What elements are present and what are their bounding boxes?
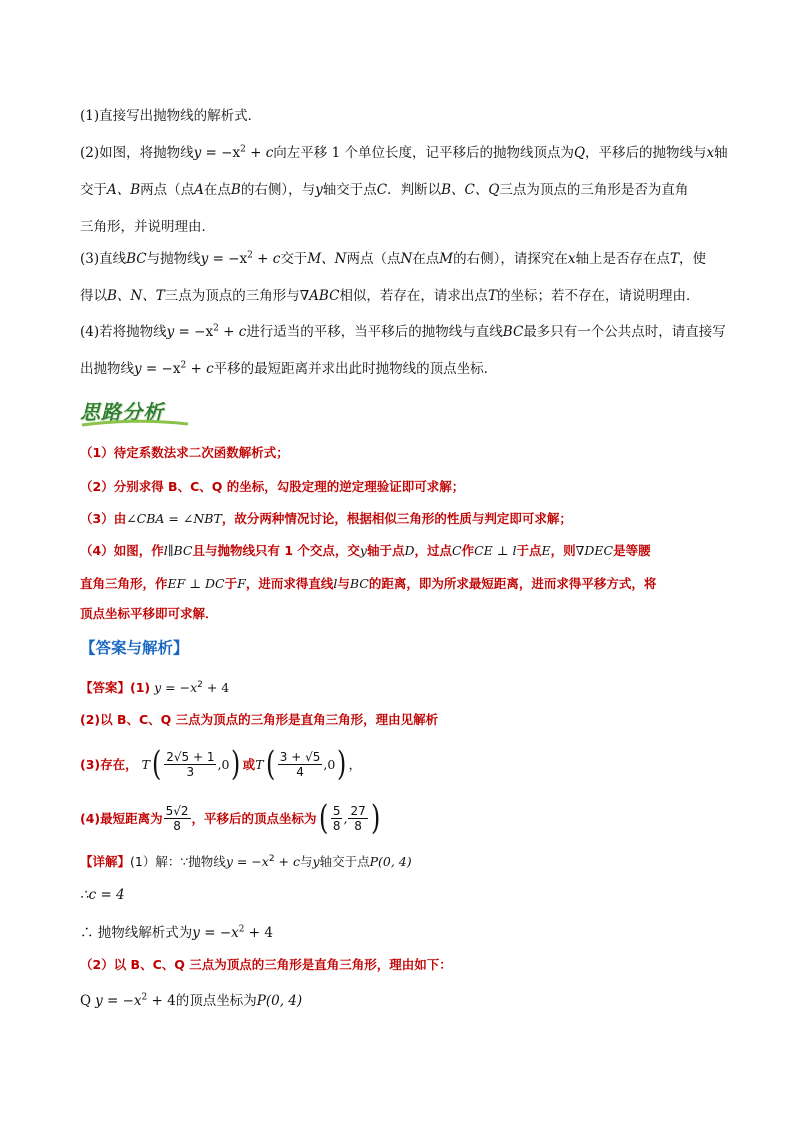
text: 出抛物线 [80,361,134,377]
analysis-line-3 [80,509,572,527]
math: F [237,576,246,591]
math: + c [218,324,247,340]
fraction [278,751,323,778]
math: B、C、Q [441,182,500,198]
text: （4）如图，作 [80,543,164,558]
text: 两点（点 [140,182,195,198]
denominator: 8 [332,818,341,833]
math: y [315,182,323,198]
numerator: 5 [332,803,341,818]
math: ∇DEC [575,543,614,558]
text: 两点（点 [346,251,401,267]
text: 的右侧），与 [240,182,316,198]
math: P(0, 4) [256,993,303,1009]
question-3-line-2 [80,284,699,304]
text: 顶点坐标平移即可求解． [80,606,218,621]
math: B、C、Q [163,479,227,494]
fraction [348,805,367,832]
math: y = −x [95,993,142,1009]
math: BC [349,576,369,591]
detail-label: 【详解】 [80,854,131,869]
math: A、B [107,182,141,198]
analysis-line-4c [80,604,218,622]
math: y [200,251,209,267]
text: ，进而求得直线 [245,576,334,591]
text: (3)存在， [80,757,138,772]
math: T [141,756,150,772]
exponent: 2 [141,992,148,1003]
denominator: 4 [296,764,304,779]
math: y [134,361,142,377]
text: （2）分别求得 [80,479,164,494]
text: 交于 [280,251,308,267]
analysis-line-2 [80,477,464,495]
denominator: 3 [186,764,195,779]
math: B [230,182,241,198]
math: ∠CBA = ∠NBT [126,511,222,526]
math: N [400,251,413,267]
math: C [452,543,462,558]
math: CE ⊥ l [474,543,517,558]
text: 轴上是否存在点 [575,251,670,267]
text: ．判断以 [387,182,442,198]
math: ∴c = 4 [80,887,125,903]
math: BC [502,324,524,340]
text: 直角三角形，作 [80,576,168,591]
right-paren: ) [370,798,381,838]
text: 的距离，即为所求最短距离，进而求得平移方式，将 [368,576,657,591]
math: D [404,543,415,558]
math: = −x [201,145,241,161]
math: EF ⊥ DC [167,576,225,591]
math: = −x [174,324,214,340]
text: （1）待定系数法求二次函数解析式； [80,445,289,460]
text: (4)最短距离为 [80,811,163,826]
text: ，故分两种情况讨论，根据相似三角形的性质与判定即可求解； [221,511,572,526]
text: （3）由 [80,511,127,526]
question-1 [80,104,261,124]
left-paren: ( [151,744,162,784]
text: 轴交于点 [319,854,370,869]
text: (1) [130,680,151,695]
left-paren: ( [265,744,275,784]
math: + c [245,145,274,161]
math: + 4 [147,993,176,1009]
text: 作 [461,543,475,558]
text: 相似，若存在，请求出点 [339,288,488,304]
exponent: 2 [213,323,219,334]
text: Q [80,993,92,1009]
math: ,0 [217,756,230,772]
math: x [706,145,715,161]
swoosh-decoration [80,418,190,428]
math: M [439,251,454,267]
text: 于点 [516,543,542,558]
text: 且与抛物线只有 1 个交点，交 [192,543,360,558]
text: 交于 [80,182,107,198]
math: y [359,543,367,558]
detail-line-1 [80,852,412,870]
math: Q [573,145,586,161]
math: y = −x [154,680,198,695]
text: (3)直线 [80,251,127,267]
answer-3 [80,742,361,786]
fraction [164,805,191,832]
text: 的右侧），请探究在 [453,251,568,267]
text: 是等腰 [613,543,651,558]
math: y = −x [192,925,239,941]
detail-line-4 [80,955,452,973]
question-2-line-1 [80,141,728,161]
text: ，平移后的顶点坐标为 [191,811,317,826]
text: 于 [224,576,238,591]
math: = −x [141,361,181,377]
math: T [255,756,264,772]
math: y [166,324,175,340]
right-paren: ) [337,744,347,784]
math: l∥BC [163,543,193,558]
exponent: 2 [240,144,246,155]
math: = −x [208,251,248,267]
analysis-heading-text: 思路分析 [80,400,164,424]
exponent: 2 [197,679,203,690]
text: ，平移后的抛物线与 [585,145,707,161]
text: ，使 [678,251,706,267]
text: 的坐标，勾股定理的逆定理验证即可求解； [226,479,465,494]
text: 与 [337,576,350,591]
detail-line-2 [80,887,125,903]
math: + 4 [244,925,273,941]
math: y [312,854,320,869]
answer-section-title: 【答案与解析】 [80,639,189,657]
text: 在点 [412,251,440,267]
math: ,0 [323,756,336,772]
answer-2 [80,710,438,728]
text: 轴 [714,145,728,161]
math: + 4 [202,680,230,695]
text: ，过点 [414,543,452,558]
analysis-heading [80,396,200,430]
math: C [376,182,388,198]
text: 的坐标；若不存在，请说明理由． [496,288,700,304]
math: T [487,288,497,304]
analysis-line-1 [80,443,289,461]
text: 或 [242,757,256,772]
text: （2）以 B、C、Q 三点为顶点的三角形是直角三角形，理由如下： [80,957,452,972]
question-2-line-2 [80,178,688,198]
math: T [669,251,679,267]
math: M、N [307,251,347,267]
exponent: 2 [238,924,245,935]
fraction [331,805,343,832]
math: P(0, 4) [369,854,412,869]
text: 的顶点坐标为 [175,993,257,1009]
text: ∴ 抛物线解析式为 [80,925,193,941]
analysis-line-4a [80,541,651,559]
text: 轴于点 [366,543,405,558]
answer-label: 【答案】 [80,680,131,695]
text: 最多只有一个公共点时，请直接写 [523,324,726,340]
math: B、N、T [107,288,165,304]
numerator: 27 [350,803,366,818]
text: 进行适当的平移，当平移后的抛物线与直线 [246,324,503,340]
text: 与抛物线 [146,251,201,267]
math: + c [186,361,214,377]
math: , [343,810,348,826]
math: + c [274,854,300,869]
question-2-line-3 [80,215,215,235]
math: + c [252,251,281,267]
math: E [541,543,551,558]
text: 得以 [80,288,107,304]
text: (1）解：∵抛物线 [130,854,226,869]
math: y [193,145,202,161]
exponent: 2 [180,360,187,371]
denominator: 8 [354,818,362,833]
text: 三点为顶点的三角形与 [164,288,300,304]
math: BC [126,251,147,267]
numerator: 2√5 + 1 [166,749,215,764]
left-paren: ( [318,798,328,838]
text: 与 [299,854,313,869]
math: A [194,182,204,198]
math: x [567,251,576,267]
fraction [164,751,216,778]
exponent: 2 [268,853,275,864]
question-4-line-2 [80,357,497,377]
analysis-line-4b [80,574,656,592]
question-4-line-1 [80,320,726,340]
detail-line-5 [80,989,302,1009]
text: 轴交于点 [322,182,377,198]
text: 三角形，并说明理由． [80,219,215,235]
answer-4 [80,796,382,840]
exponent: 2 [247,250,253,261]
text: (2)以 B、C、Q 三点为顶点的三角形是直角三角形，理由见解析 [80,712,439,727]
question-1-text: (1)直接写出抛物线的解析式． [80,108,262,124]
math: ∇ABC [299,288,340,304]
text: (4)若将抛物线 [80,324,167,340]
text: 在点 [203,182,231,198]
question-3-line-1 [80,247,706,267]
denominator: 8 [173,818,181,833]
numerator: 3 + √5 [279,749,321,764]
text: 平移的最短距离并求出此时抛物线的顶点坐标． [213,361,498,377]
text: ，则 [550,543,576,558]
right-paren: ) [231,744,241,784]
text: 三点为顶点的三角形是否为直角 [499,182,689,198]
text: ， [348,757,362,772]
text: (2)如图，将抛物线 [80,145,194,161]
math: y = −x [225,854,269,869]
numerator: 5√2 [165,803,189,818]
text: 向左平移 1 个单位长度，记平移后的抛物线顶点为 [273,145,574,161]
answer-1 [80,678,229,696]
math: l [333,576,338,591]
detail-line-3 [80,921,273,941]
